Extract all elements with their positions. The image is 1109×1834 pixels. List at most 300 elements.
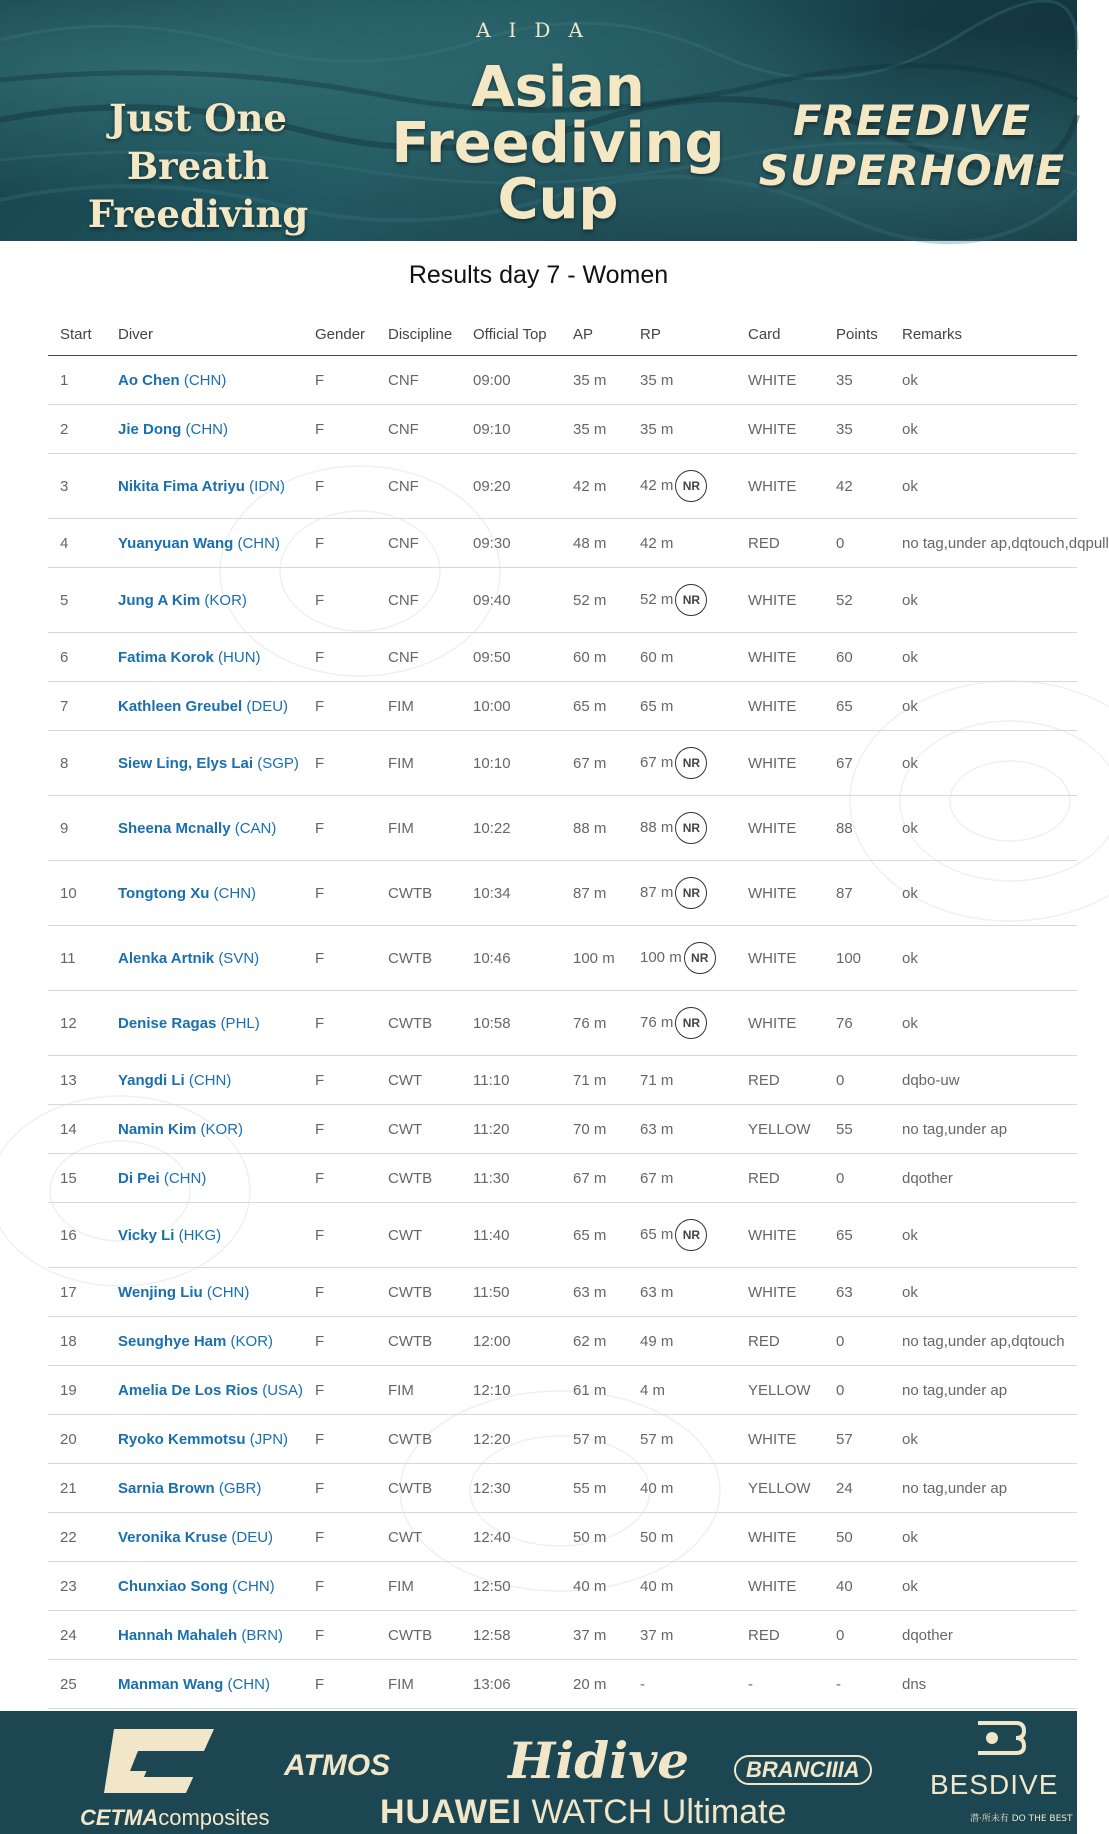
ap-cell: 87 m [561, 861, 628, 926]
diver-cell[interactable] [106, 1464, 303, 1513]
rp-value: 40 m [640, 1577, 674, 1595]
national-record-badge: NR [675, 1219, 707, 1251]
diver-country[interactable]: (KOR) [204, 591, 247, 609]
diver-cell[interactable] [106, 731, 303, 796]
start-cell: 23 [48, 1562, 106, 1611]
table-row [48, 1562, 1077, 1611]
diver-cell[interactable] [106, 991, 303, 1056]
remarks-cell: dqbo-uw [890, 1056, 1077, 1105]
start-cell: 6 [48, 633, 106, 682]
discipline-cell: CWT [376, 1105, 461, 1154]
points-cell: 67 [824, 731, 890, 796]
card-cell: RED [736, 1154, 824, 1203]
remarks-cell: ok [890, 405, 1077, 454]
card-cell: WHITE [736, 1513, 824, 1562]
diver-country[interactable]: (HKG) [178, 1226, 222, 1244]
diver-cell[interactable] [106, 454, 303, 519]
ap-cell: 88 m [561, 796, 628, 861]
table-row [48, 1660, 1077, 1709]
rp-value: 35 m [640, 420, 674, 438]
table-header-row [48, 313, 1077, 356]
diver-link[interactable]: Jie Dong [118, 420, 182, 438]
start-cell: 4 [48, 519, 106, 568]
official-top-cell: 12:10 [461, 1366, 561, 1415]
rp-cell [628, 405, 736, 454]
gender-cell: F [303, 1562, 376, 1611]
diver-cell[interactable] [106, 682, 303, 731]
column-header-card: Card [736, 313, 824, 356]
discipline-cell: FIM [376, 682, 461, 731]
card-cell: RED [736, 1611, 824, 1660]
rp-cell [628, 861, 736, 926]
gender-cell: F [303, 1513, 376, 1562]
diver-country[interactable]: (CHN) [237, 534, 280, 552]
official-top-cell: 11:50 [461, 1268, 561, 1317]
gender-cell: F [303, 1415, 376, 1464]
ap-cell: 60 m [561, 633, 628, 682]
table-row [48, 633, 1077, 682]
column-header-rp: RP [628, 313, 736, 356]
diver-link[interactable]: Veronika Kruse [118, 1528, 228, 1546]
remarks-cell: ok [890, 991, 1077, 1056]
table-row [48, 796, 1077, 861]
rp-cell [628, 796, 736, 861]
diver-cell[interactable] [106, 926, 303, 991]
start-cell: 5 [48, 568, 106, 633]
remarks-cell: ok [890, 1268, 1077, 1317]
ap-cell: 57 m [561, 1415, 628, 1464]
event-banner [0, 0, 1077, 241]
gender-cell: F [303, 1317, 376, 1366]
official-top-cell: 10:46 [461, 926, 561, 991]
remarks-cell: no tag,under ap [890, 1464, 1077, 1513]
diver-country[interactable]: (USA) [262, 1381, 304, 1399]
diver-cell[interactable] [106, 568, 303, 633]
remarks-cell: ok [890, 568, 1077, 633]
right-organizer-logo [742, 96, 1082, 196]
gender-cell: F [303, 991, 376, 1056]
rp-value: 67 m [640, 1169, 674, 1187]
card-cell: WHITE [736, 633, 824, 682]
remarks-cell: dqother [890, 1611, 1077, 1660]
national-record-badge: NR [675, 877, 707, 909]
start-cell: 12 [48, 991, 106, 1056]
diver-country[interactable]: (DEU) [231, 1528, 274, 1546]
gender-cell: F [303, 633, 376, 682]
diver-link[interactable]: Sheena Mcnally [118, 819, 231, 837]
rp-cell [628, 356, 736, 405]
ap-cell: 67 m [561, 731, 628, 796]
start-cell: 19 [48, 1366, 106, 1415]
table-row [48, 568, 1077, 633]
gender-cell: F [303, 1660, 376, 1709]
discipline-cell: CWTB [376, 926, 461, 991]
card-cell: WHITE [736, 861, 824, 926]
start-cell: 25 [48, 1660, 106, 1709]
points-cell: 0 [824, 1317, 890, 1366]
official-top-cell: 10:34 [461, 861, 561, 926]
points-cell: 50 [824, 1513, 890, 1562]
card-cell: YELLOW [736, 1366, 824, 1415]
start-cell: 14 [48, 1105, 106, 1154]
points-cell: 35 [824, 356, 890, 405]
rp-cell [628, 1513, 736, 1562]
diver-country[interactable]: (DEU) [246, 697, 289, 715]
rp-cell [628, 926, 736, 991]
event-title-line: Freediving [391, 111, 725, 176]
official-top-cell: 11:20 [461, 1105, 561, 1154]
diver-cell[interactable] [106, 796, 303, 861]
discipline-cell: CWTB [376, 1317, 461, 1366]
diver-country[interactable]: (HUN) [218, 648, 261, 666]
diver-cell[interactable] [106, 1366, 303, 1415]
ap-cell: 62 m [561, 1317, 628, 1366]
remarks-cell: dns [890, 1660, 1077, 1709]
diver-link[interactable]: Alenka Artnik [118, 949, 215, 967]
page-title: Results day 7 - Women [408, 261, 669, 289]
diver-link[interactable]: Sarnia Brown [118, 1479, 215, 1497]
ap-cell: 76 m [561, 991, 628, 1056]
rp-value: 63 m [640, 1120, 674, 1138]
table-row [48, 1105, 1077, 1154]
diver-cell[interactable] [106, 1660, 303, 1709]
ap-cell: 50 m [561, 1513, 628, 1562]
diver-cell[interactable] [106, 1105, 303, 1154]
gender-cell: F [303, 1366, 376, 1415]
official-top-cell: 10:22 [461, 796, 561, 861]
table-row [48, 405, 1077, 454]
table-row [48, 356, 1077, 405]
rp-cell [628, 1366, 736, 1415]
diver-cell[interactable] [106, 1154, 303, 1203]
start-cell: 9 [48, 796, 106, 861]
rp-cell [628, 1154, 736, 1203]
gender-cell: F [303, 682, 376, 731]
discipline-cell: FIM [376, 1366, 461, 1415]
rp-cell [628, 519, 736, 568]
discipline-cell: CWTB [376, 861, 461, 926]
official-top-cell: 12:00 [461, 1317, 561, 1366]
start-cell: 15 [48, 1154, 106, 1203]
besdive-logo: BESDIVE [930, 1769, 1059, 1800]
official-top-cell: 12:20 [461, 1415, 561, 1464]
official-top-cell: 09:00 [461, 356, 561, 405]
diver-link[interactable]: Namin Kim [118, 1120, 197, 1138]
rp-value: 100 m [640, 948, 682, 966]
diver-country[interactable]: (CHN) [183, 371, 227, 389]
points-cell: 87 [824, 861, 890, 926]
diver-country[interactable]: (CHN) [206, 1283, 250, 1301]
remarks-cell: ok [890, 1415, 1077, 1464]
diver-country[interactable]: (CAN) [234, 819, 277, 837]
gender-cell: F [303, 1154, 376, 1203]
card-cell: RED [736, 519, 824, 568]
column-header-points: Points [824, 313, 890, 356]
start-cell: 2 [48, 405, 106, 454]
card-cell: WHITE [736, 796, 824, 861]
rp-value: 52 m [640, 590, 674, 608]
ap-cell: 48 m [561, 519, 628, 568]
rp-value: 42 m [640, 534, 674, 552]
left-organizer-line: Freediving [87, 192, 309, 236]
gender-cell: F [303, 731, 376, 796]
ap-cell: 55 m [561, 1464, 628, 1513]
rp-cell [628, 1105, 736, 1154]
discipline-cell: FIM [376, 796, 461, 861]
remarks-cell: no tag,under ap [890, 1105, 1077, 1154]
remarks-cell: no tag,under ap [890, 1366, 1077, 1415]
points-cell: 24 [824, 1464, 890, 1513]
start-cell: 21 [48, 1464, 106, 1513]
discipline-cell: FIM [376, 1562, 461, 1611]
diver-country[interactable]: (CHN) [232, 1577, 275, 1595]
remarks-cell: ok [890, 731, 1077, 796]
table-row [48, 682, 1077, 731]
points-cell: 60 [824, 633, 890, 682]
ap-cell: 20 m [561, 1660, 628, 1709]
rp-value: 35 m [640, 371, 674, 389]
table-row [48, 1203, 1077, 1268]
ap-cell: 65 m [561, 682, 628, 731]
diver-cell[interactable] [106, 1562, 303, 1611]
rp-value: 71 m [640, 1071, 674, 1089]
right-organizer-line: SUPERHOME [758, 146, 1066, 195]
points-cell: 0 [824, 1154, 890, 1203]
ap-cell: 61 m [561, 1366, 628, 1415]
rp-cell [628, 1317, 736, 1366]
branciiia-logo: BRANCIIIA [734, 1755, 872, 1785]
discipline-cell: CNF [376, 454, 461, 519]
start-cell: 8 [48, 731, 106, 796]
discipline-cell: CWTB [376, 1154, 461, 1203]
start-cell: 16 [48, 1203, 106, 1268]
diver-cell[interactable] [106, 1268, 303, 1317]
remarks-cell: no tag,under ap,dqtouch,dqpull [890, 519, 1077, 568]
diver-country[interactable]: (CHN) [188, 1071, 232, 1089]
rp-cell [628, 633, 736, 682]
start-cell: 11 [48, 926, 106, 991]
event-title [388, 55, 728, 232]
rp-value: 65 m [640, 697, 674, 715]
diver-cell[interactable] [106, 1415, 303, 1464]
results-table [48, 313, 1109, 1709]
diver-cell[interactable] [106, 633, 303, 682]
diver-cell[interactable] [106, 519, 303, 568]
table-row [48, 1415, 1077, 1464]
gender-cell: F [303, 1105, 376, 1154]
diver-link[interactable]: Seunghye Ham [118, 1332, 227, 1350]
discipline-cell: CWTB [376, 1611, 461, 1660]
discipline-cell: CNF [376, 568, 461, 633]
card-cell: WHITE [736, 405, 824, 454]
gender-cell: F [303, 861, 376, 926]
official-top-cell: 09:10 [461, 405, 561, 454]
official-top-cell: 12:40 [461, 1513, 561, 1562]
card-cell: WHITE [736, 454, 824, 519]
discipline-cell: CWT [376, 1203, 461, 1268]
gender-cell: F [303, 926, 376, 991]
diver-link[interactable]: Hannah Mahaleh [118, 1626, 238, 1644]
column-header-official-top: Official Top [461, 313, 561, 356]
rp-cell [628, 454, 736, 519]
column-header-start: Start [48, 313, 106, 356]
diver-cell[interactable] [106, 1056, 303, 1105]
table-row [48, 731, 1077, 796]
diver-link[interactable]: Ao Chen [118, 371, 180, 389]
discipline-cell: CNF [376, 405, 461, 454]
column-header-diver: Diver [106, 313, 303, 356]
ap-cell: 70 m [561, 1105, 628, 1154]
cetma-logo-rest: composites [158, 1805, 270, 1830]
national-record-badge: NR [675, 1007, 707, 1039]
rp-value: 65 m [640, 1225, 674, 1243]
rp-cell [628, 991, 736, 1056]
diver-country[interactable]: (GBR) [218, 1479, 262, 1497]
diver-country[interactable]: (IDN) [249, 477, 285, 495]
card-cell: WHITE [736, 731, 824, 796]
discipline-cell: CWTB [376, 1268, 461, 1317]
diver-link[interactable]: Wenjing Liu [118, 1283, 203, 1301]
ap-cell: 65 m [561, 1203, 628, 1268]
rp-cell [628, 682, 736, 731]
card-cell: WHITE [736, 991, 824, 1056]
diver-link[interactable]: Ryoko Kemmotsu [118, 1430, 246, 1448]
start-cell: 17 [48, 1268, 106, 1317]
diver-country[interactable]: (CHN) [185, 420, 229, 438]
diver-cell[interactable] [106, 405, 303, 454]
diver-link[interactable]: Yangdi Li [118, 1071, 185, 1089]
rp-value: 88 m [640, 818, 674, 836]
national-record-badge: NR [675, 747, 707, 779]
diver-country[interactable]: (CHN) [227, 1675, 270, 1693]
points-cell: 100 [824, 926, 890, 991]
remarks-cell: ok [890, 1513, 1077, 1562]
diver-link[interactable]: Siew Ling, Elys Lai [118, 754, 254, 772]
ap-cell: 63 m [561, 1268, 628, 1317]
national-record-badge: NR [675, 812, 707, 844]
column-header-gender: Gender [303, 313, 376, 356]
diver-cell[interactable] [106, 861, 303, 926]
huawei-logo-bold: HUAWEI [380, 1793, 522, 1831]
official-top-cell: 09:40 [461, 568, 561, 633]
diver-cell[interactable] [106, 356, 303, 405]
rp-value: 76 m [640, 1013, 674, 1031]
diver-cell[interactable] [106, 1513, 303, 1562]
ap-cell: 100 m [561, 926, 628, 991]
card-cell: WHITE [736, 1203, 824, 1268]
event-title-line: Cup [497, 167, 619, 232]
diver-link[interactable]: Yuanyuan Wang [118, 534, 234, 552]
diver-link[interactable]: Fatima Korok [118, 648, 214, 666]
official-top-cell: 09:50 [461, 633, 561, 682]
rp-cell [628, 1415, 736, 1464]
table-row [48, 861, 1077, 926]
diver-country[interactable]: (SVN) [218, 949, 260, 967]
official-top-cell: 12:58 [461, 1611, 561, 1660]
diver-country[interactable]: (CHN) [213, 884, 257, 902]
aida-logo: AIDA [476, 18, 601, 42]
diver-country[interactable]: (SGP) [257, 754, 299, 772]
table-row [48, 1464, 1077, 1513]
start-cell: 13 [48, 1056, 106, 1105]
diver-link[interactable]: Manman Wang [118, 1675, 224, 1693]
diver-country[interactable]: (PHL) [220, 1014, 260, 1032]
diver-link[interactable]: Denise Ragas [118, 1014, 217, 1032]
table-row [48, 1611, 1077, 1660]
table-row [48, 926, 1077, 991]
points-cell: 63 [824, 1268, 890, 1317]
diver-country[interactable]: (BRN) [241, 1626, 284, 1644]
diver-link[interactable]: Nikita Fima Atriyu [118, 477, 245, 495]
official-top-cell: 12:30 [461, 1464, 561, 1513]
sponsor-footer [0, 1711, 1077, 1834]
diver-link[interactable]: Chunxiao Song [118, 1577, 228, 1595]
ap-cell: 40 m [561, 1562, 628, 1611]
official-top-cell: 12:50 [461, 1562, 561, 1611]
diver-link[interactable]: Vicky Li [118, 1226, 175, 1244]
points-cell: 55 [824, 1105, 890, 1154]
rp-value: 42 m [640, 476, 674, 494]
ap-cell: 71 m [561, 1056, 628, 1105]
rp-value: 4 m [640, 1381, 666, 1399]
official-top-cell: 11:10 [461, 1056, 561, 1105]
diver-cell[interactable] [106, 1317, 303, 1366]
card-cell: WHITE [736, 926, 824, 991]
diver-country[interactable]: (KOR) [200, 1120, 244, 1138]
hidive-logo: Hidive [508, 1731, 690, 1790]
ap-cell: 35 m [561, 356, 628, 405]
remarks-cell: dqother [890, 1154, 1077, 1203]
remarks-cell: ok [890, 454, 1077, 519]
start-cell: 3 [48, 454, 106, 519]
points-cell: 0 [824, 1056, 890, 1105]
diver-link[interactable]: Amelia De Los Rios [118, 1381, 259, 1399]
rp-cell [628, 1611, 736, 1660]
diver-link[interactable]: Kathleen Greubel [118, 697, 243, 715]
card-cell: WHITE [736, 682, 824, 731]
rp-value: 87 m [640, 883, 674, 901]
gender-cell: F [303, 356, 376, 405]
diver-cell[interactable] [106, 1203, 303, 1268]
ap-cell: 37 m [561, 1611, 628, 1660]
ap-cell: 35 m [561, 405, 628, 454]
discipline-cell: CWTB [376, 1415, 461, 1464]
points-cell: 65 [824, 1203, 890, 1268]
discipline-cell: CNF [376, 356, 461, 405]
diver-country[interactable]: (JPN) [249, 1430, 289, 1448]
remarks-cell: ok [890, 682, 1077, 731]
diver-country[interactable]: (KOR) [230, 1332, 274, 1350]
discipline-cell: CNF [376, 519, 461, 568]
column-header-ap: AP [561, 313, 628, 356]
diver-link[interactable]: Di Pei [118, 1169, 160, 1187]
diver-country[interactable]: (CHN) [163, 1169, 207, 1187]
results-section [0, 241, 1109, 1711]
card-cell: WHITE [736, 568, 824, 633]
ap-cell: 52 m [561, 568, 628, 633]
start-cell: 22 [48, 1513, 106, 1562]
ap-cell: 42 m [561, 454, 628, 519]
gender-cell: F [303, 1464, 376, 1513]
rp-cell [628, 1562, 736, 1611]
discipline-cell: CWT [376, 1513, 461, 1562]
card-cell: WHITE [736, 1415, 824, 1464]
gender-cell: F [303, 1056, 376, 1105]
diver-cell[interactable] [106, 1611, 303, 1660]
ap-cell: 67 m [561, 1154, 628, 1203]
diver-link[interactable]: Tongtong Xu [118, 884, 210, 902]
diver-link[interactable]: Jung A Kim [118, 591, 201, 609]
